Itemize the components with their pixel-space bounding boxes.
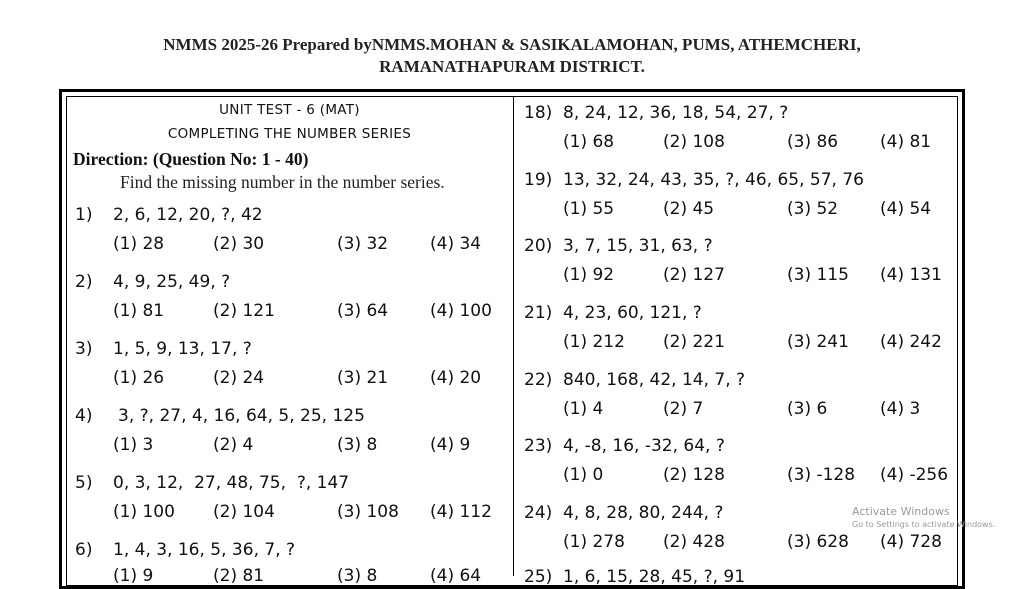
option-3: (3) 241	[787, 332, 849, 352]
option-4: (4) 20	[430, 368, 482, 388]
option-4: (4) 64	[430, 566, 482, 586]
option-2: (2) 4	[213, 435, 254, 455]
option-1: (1) 4	[563, 399, 604, 419]
option-2: (2) 24	[213, 368, 265, 388]
question-number: 24)	[524, 503, 553, 523]
option-2: (2) 104	[213, 502, 275, 522]
question-series: 1, 4, 3, 16, 5, 36, 7, ?	[113, 540, 296, 560]
watermark-subtitle: Go to Settings to activate Windows.	[852, 520, 996, 529]
test-subtitle: COMPLETING THE NUMBER SERIES	[167, 126, 412, 142]
activate-windows-watermark	[852, 505, 995, 529]
question-number: 2)	[75, 272, 93, 292]
option-2: (2) 121	[213, 301, 275, 321]
option-1: (1) 9	[113, 566, 154, 586]
question-series: 3, ?, 27, 4, 16, 64, 5, 25, 125	[118, 406, 365, 426]
question-series: 1, 6, 15, 28, 45, ?, 91	[563, 567, 746, 587]
question-number: 1)	[75, 205, 93, 225]
option-1: (1) 100	[113, 502, 175, 522]
option-2: (2) 221	[663, 332, 725, 352]
option-2: (2) 428	[663, 532, 725, 552]
question-number: 18)	[524, 103, 553, 123]
option-1: (1) 55	[563, 199, 615, 219]
option-4: (4) 100	[430, 301, 492, 321]
option-4: (4) 3	[880, 399, 921, 419]
option-1: (1) 81	[113, 301, 165, 321]
option-2: (2) 108	[663, 132, 725, 152]
option-3: (3) 8	[337, 566, 378, 586]
option-1: (1) 212	[563, 332, 625, 352]
option-4: (4) 242	[880, 332, 942, 352]
question-series: 2, 6, 12, 20, ?, 42	[113, 205, 263, 225]
question-series: 3, 7, 15, 31, 63, ?	[563, 236, 713, 256]
option-1: (1) 68	[563, 132, 615, 152]
option-3: (3) 628	[787, 532, 849, 552]
question-series: 4, 8, 28, 80, 244, ?	[563, 503, 724, 523]
option-2: (2) 128	[663, 465, 725, 485]
option-1: (1) 92	[563, 265, 615, 285]
option-3: (3) 6	[787, 399, 828, 419]
question-series: 4, -8, 16, -32, 64, ?	[563, 436, 725, 456]
question-number: 6)	[75, 540, 93, 560]
question-number: 19)	[524, 170, 553, 190]
option-1: (1) 3	[113, 435, 154, 455]
option-3: (3) 32	[337, 234, 389, 254]
question-number: 22)	[524, 370, 553, 390]
option-2: (2) 81	[213, 566, 265, 586]
question-number: 20)	[524, 236, 553, 256]
option-4: (4) 112	[430, 502, 492, 522]
question-series: 13, 32, 24, 43, 35, ?, 46, 65, 57, 76	[563, 170, 864, 190]
option-4: (4) -256	[880, 465, 949, 485]
question-number: 5)	[75, 473, 93, 493]
direction-text: Direction: (Question No: 1 - 40)	[73, 149, 309, 169]
option-1: (1) 28	[113, 234, 165, 254]
option-3: (3) -128	[787, 465, 856, 485]
question-number: 4)	[75, 406, 93, 426]
option-4: (4) 9	[430, 435, 471, 455]
option-1: (1) 0	[563, 465, 604, 485]
question-series: 1, 5, 9, 13, 17, ?	[113, 339, 252, 359]
question-number: 3)	[75, 339, 93, 359]
option-3: (3) 64	[337, 301, 389, 321]
option-4: (4) 131	[880, 265, 942, 285]
option-4: (4) 34	[430, 234, 482, 254]
option-4: (4) 728	[880, 532, 942, 552]
header-line-1: NMMS 2025-26 Prepared byNMMS.MOHAN & SASIKALAMOHAN, PUMS, ATHEMCHERI,	[163, 35, 861, 54]
option-1: (1) 278	[563, 532, 625, 552]
option-4: (4) 81	[880, 132, 932, 152]
question-series: 840, 168, 42, 14, 7, ?	[563, 370, 746, 390]
option-2: (2) 7	[663, 399, 704, 419]
option-1: (1) 26	[113, 368, 165, 388]
option-2: (2) 45	[663, 199, 715, 219]
test-title: UNIT TEST - 6 (MAT)	[219, 102, 360, 118]
option-4: (4) 54	[880, 199, 932, 219]
option-3: (3) 115	[787, 265, 849, 285]
watermark-title: Activate Windows	[852, 505, 950, 518]
question-number: 21)	[524, 303, 553, 323]
column-divider	[513, 96, 514, 576]
option-3: (3) 8	[337, 435, 378, 455]
question-series: 8, 24, 12, 36, 18, 54, 27, ?	[563, 103, 789, 123]
question-series: 4, 9, 25, 49, ?	[113, 272, 231, 292]
option-3: (3) 108	[337, 502, 399, 522]
question-number: 25)	[524, 567, 553, 587]
header-line-2: RAMANATHAPURAM DISTRICT.	[379, 57, 645, 76]
option-2: (2) 127	[663, 265, 725, 285]
instruction-text: Find the missing number in the number series.	[120, 172, 445, 192]
question-series: 0, 3, 12, 27, 48, 75, ?, 147	[113, 473, 350, 493]
question-number: 23)	[524, 436, 553, 456]
option-3: (3) 21	[337, 368, 389, 388]
document-header	[0, 34, 1024, 78]
question-series: 4, 23, 60, 121, ?	[563, 303, 702, 323]
option-3: (3) 86	[787, 132, 839, 152]
option-3: (3) 52	[787, 199, 839, 219]
option-2: (2) 30	[213, 234, 265, 254]
